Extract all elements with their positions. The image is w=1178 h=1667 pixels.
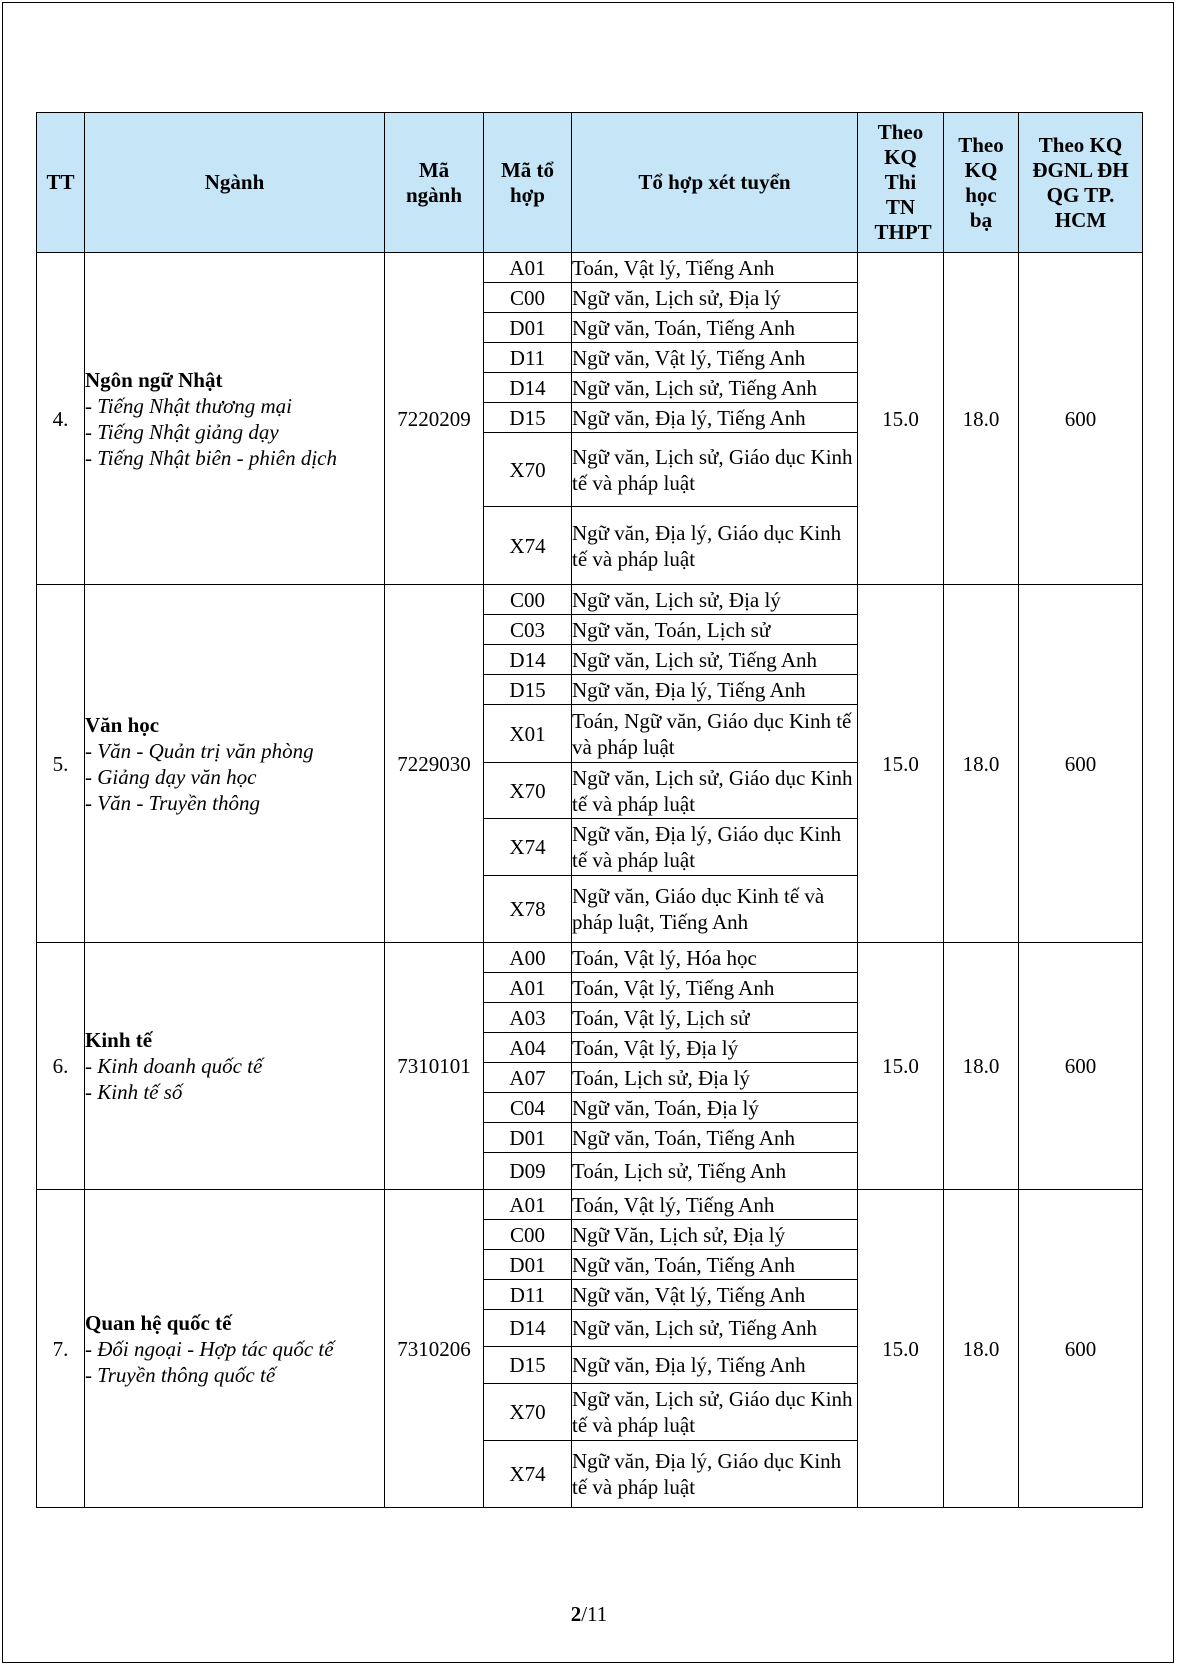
row-number: 7. — [37, 1190, 85, 1508]
specialization: - Tiếng Nhật thương mại — [85, 393, 293, 418]
combo-code: A01 — [484, 253, 572, 283]
row-number: 4. — [37, 253, 85, 585]
header-ma-nganh: Mã ngành — [385, 113, 484, 253]
header-ma-to-hop: Mã tổ hợp — [484, 113, 572, 253]
combo-subjects: Ngữ văn, Toán, Tiếng Anh — [572, 313, 858, 343]
combo-code: D14 — [484, 1310, 572, 1347]
combo-subjects: Ngữ văn, Địa lý, Giáo dục Kinh tế và pháp luật — [572, 819, 858, 876]
header-nganh: Ngành — [85, 113, 385, 253]
combo-code: X78 — [484, 876, 572, 943]
specialization: - Tiếng Nhật giảng dạy — [85, 419, 279, 444]
combo-code: D14 — [484, 645, 572, 675]
specialization: - Đối ngoại - Hợp tác quốc tế — [85, 1336, 334, 1361]
combo-code: A01 — [484, 1190, 572, 1220]
table-row — [37, 585, 1143, 615]
score-hoc-ba: 18.0 — [944, 253, 1019, 585]
combo-code: A00 — [484, 943, 572, 973]
combo-subjects: Toán, Vật lý, Tiếng Anh — [572, 973, 858, 1003]
major-cell — [85, 253, 385, 585]
header-row — [37, 113, 1143, 253]
combo-code: D11 — [484, 1280, 572, 1310]
specialization: - Kinh tế số — [85, 1080, 183, 1104]
combo-code: X74 — [484, 507, 572, 585]
combo-subjects: Ngữ văn, Địa lý, Giáo dục Kinh tế và pháp luật — [572, 1441, 858, 1508]
combo-code: C00 — [484, 585, 572, 615]
combo-code: D15 — [484, 403, 572, 433]
major-code: 7220209 — [385, 253, 484, 585]
specialization: - Tiếng Nhật biên - phiên dịch — [85, 445, 337, 470]
score-dgnl: 600 — [1019, 1190, 1143, 1508]
page-number: 2/11 — [570, 1602, 608, 1626]
combo-subjects: Ngữ văn, Lịch sử, Giáo dục Kinh tế và pháp luật — [572, 763, 858, 819]
combo-code: D09 — [484, 1153, 572, 1190]
table-row — [37, 943, 1143, 973]
major-code: 7310101 — [385, 943, 484, 1190]
combo-code: C03 — [484, 615, 572, 645]
combo-code: A03 — [484, 1003, 572, 1033]
combo-subjects: Ngữ văn, Lịch sử, Tiếng Anh — [572, 1310, 858, 1347]
combo-code: D14 — [484, 373, 572, 403]
combo-subjects: Ngữ Văn, Lịch sử, Địa lý — [572, 1220, 858, 1250]
score-hoc-ba: 18.0 — [944, 585, 1019, 943]
combo-subjects: Ngữ văn, Địa lý, Giáo dục Kinh tế và pháp luật — [572, 507, 858, 585]
combo-code: X70 — [484, 763, 572, 819]
combo-code: X74 — [484, 819, 572, 876]
combo-subjects: Ngữ văn, Lịch sử, Giáo dục Kinh tế và pháp luật — [572, 433, 858, 507]
combo-code: X01 — [484, 705, 572, 763]
combo-subjects: Toán, Vật lý, Địa lý — [572, 1033, 858, 1063]
major-name: Ngôn ngữ Nhật — [85, 367, 223, 392]
combo-subjects: Ngữ văn, Giáo dục Kinh tế và pháp luật, Tiếng Anh — [572, 876, 858, 943]
score-thpt: 15.0 — [858, 585, 944, 943]
combo-code: X70 — [484, 1384, 572, 1441]
combo-subjects: Ngữ văn, Địa lý, Tiếng Anh — [572, 403, 858, 433]
combo-subjects: Toán, Vật lý, Tiếng Anh — [572, 253, 858, 283]
combo-subjects: Ngữ văn, Lịch sử, Giáo dục Kinh tế và pháp luật — [572, 1384, 858, 1441]
combo-code: D01 — [484, 1123, 572, 1153]
specialization: - Kinh doanh quốc tế — [85, 1054, 263, 1078]
combo-subjects: Ngữ văn, Địa lý, Tiếng Anh — [572, 675, 858, 705]
score-dgnl: 600 — [1019, 585, 1143, 943]
score-thpt: 15.0 — [858, 943, 944, 1190]
score-dgnl: 600 — [1019, 943, 1143, 1190]
combo-code: D15 — [484, 1347, 572, 1384]
admission-table — [36, 112, 1143, 1508]
combo-subjects: Ngữ văn, Lịch sử, Địa lý — [572, 585, 858, 615]
combo-subjects: Ngữ văn, Lịch sử, Địa lý — [572, 283, 858, 313]
combo-subjects: Ngữ văn, Lịch sử, Tiếng Anh — [572, 645, 858, 675]
score-thpt: 15.0 — [858, 253, 944, 585]
row-number: 6. — [37, 943, 85, 1190]
major-cell — [85, 1190, 385, 1508]
header-to-hop: Tổ hợp xét tuyển — [572, 113, 858, 253]
combo-subjects: Toán, Vật lý, Lịch sử — [572, 1003, 858, 1033]
table-row — [37, 253, 1143, 283]
major-name: Kinh tế — [85, 1028, 153, 1052]
major-cell — [85, 585, 385, 943]
header-tt: TT — [37, 113, 85, 253]
combo-code: A07 — [484, 1063, 572, 1093]
combo-subjects: Ngữ văn, Địa lý, Tiếng Anh — [572, 1347, 858, 1384]
specialization: - Văn - Truyền thông — [85, 790, 260, 815]
combo-subjects: Toán, Lịch sử, Tiếng Anh — [572, 1153, 858, 1190]
combo-subjects: Ngữ văn, Toán, Tiếng Anh — [572, 1123, 858, 1153]
major-code: 7229030 — [385, 585, 484, 943]
combo-code: A04 — [484, 1033, 572, 1063]
combo-code: X74 — [484, 1441, 572, 1508]
combo-subjects: Ngữ văn, Toán, Lịch sử — [572, 615, 858, 645]
combo-code: D15 — [484, 675, 572, 705]
table-row — [37, 1190, 1143, 1220]
combo-code: C00 — [484, 1220, 572, 1250]
combo-code: D01 — [484, 1250, 572, 1280]
major-code: 7310206 — [385, 1190, 484, 1508]
score-hoc-ba: 18.0 — [944, 943, 1019, 1190]
specialization: - Giảng dạy văn học — [85, 764, 257, 789]
combo-code: A01 — [484, 973, 572, 1003]
major-cell — [85, 943, 385, 1190]
combo-code: D01 — [484, 313, 572, 343]
specialization: - Văn - Quản trị văn phòng — [85, 738, 314, 763]
combo-subjects: Ngữ văn, Toán, Tiếng Anh — [572, 1250, 858, 1280]
combo-code: D11 — [484, 343, 572, 373]
combo-subjects: Ngữ văn, Toán, Địa lý — [572, 1093, 858, 1123]
major-name: Văn học — [85, 712, 160, 737]
header-dgnl: Theo KQ ĐGNL ĐH QG TP. HCM — [1019, 113, 1143, 253]
header-hoc-ba: Theo KQ học bạ — [944, 113, 1019, 253]
combo-code: C04 — [484, 1093, 572, 1123]
header-thpt: Theo KQ Thi TN THPT — [858, 113, 944, 253]
score-dgnl: 600 — [1019, 253, 1143, 585]
combo-subjects: Toán, Vật lý, Hóa học — [572, 943, 858, 973]
combo-subjects: Ngữ văn, Lịch sử, Tiếng Anh — [572, 373, 858, 403]
major-name: Quan hệ quốc tế — [85, 1310, 232, 1335]
row-number: 5. — [37, 585, 85, 943]
combo-code: X70 — [484, 433, 572, 507]
specialization: - Truyền thông quốc tế — [85, 1362, 276, 1387]
combo-subjects: Toán, Lịch sử, Địa lý — [572, 1063, 858, 1093]
score-hoc-ba: 18.0 — [944, 1190, 1019, 1508]
combo-subjects: Ngữ văn, Vật lý, Tiếng Anh — [572, 343, 858, 373]
combo-subjects: Toán, Vật lý, Tiếng Anh — [572, 1190, 858, 1220]
combo-subjects: Ngữ văn, Vật lý, Tiếng Anh — [572, 1280, 858, 1310]
score-thpt: 15.0 — [858, 1190, 944, 1508]
combo-subjects: Toán, Ngữ văn, Giáo dục Kinh tế và pháp luật — [572, 705, 858, 763]
combo-code: C00 — [484, 283, 572, 313]
